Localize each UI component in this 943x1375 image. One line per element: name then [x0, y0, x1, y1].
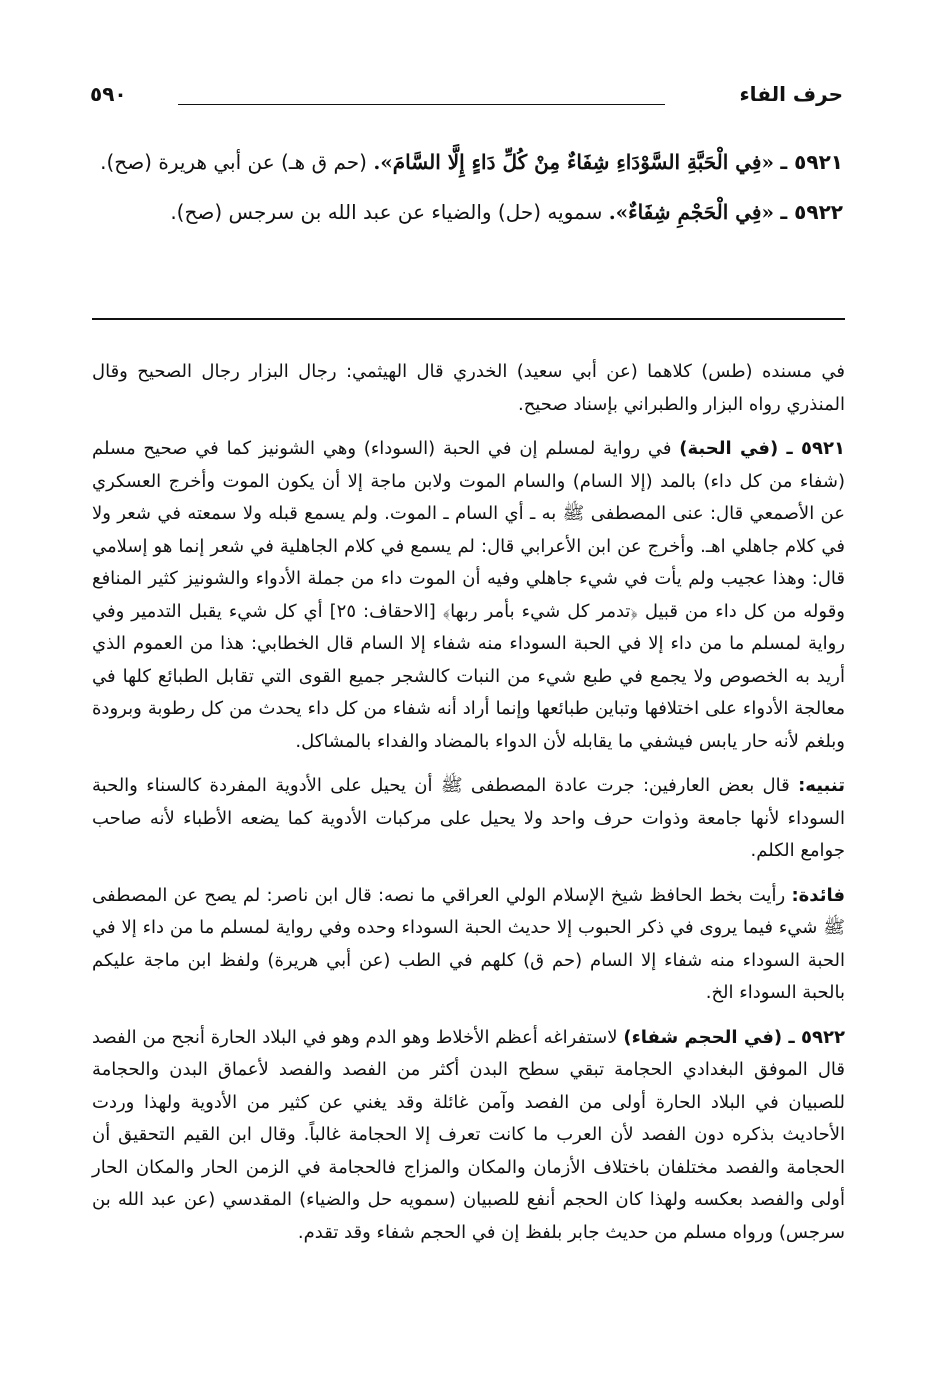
paragraph-text: قال بعض العارفين: جرت عادة المصطفى ﷺ أن يحيل على الأدوية المفردة كالسناء والحبة السوداء لأنها جامعة وذوات حرف واحد ولا يحيل على مركبات الأدوية كما يضعه الأطباء لأنه صاحب جوامع الكلم. [92, 775, 845, 861]
paragraph-lead: ٥٩٢٢ ـ (في الحجم شفاء) [623, 1026, 845, 1048]
commentary-paragraph [92, 1022, 845, 1250]
hadith-text: «فِي الْحَبَّةِ السَّوْدَاءِ شِفَاءٌ مِنْ كُلِّ دَاءٍ إِلَّا السَّامَ». [373, 150, 774, 174]
header-rule [178, 104, 665, 105]
page-number: ٥٩٠ [90, 82, 127, 106]
hadith-source: (حم ق هـ) عن أبي هريرة (صح). [100, 150, 367, 174]
hadith-number: ٥٩٢١ ـ [780, 150, 843, 174]
running-header [90, 82, 843, 116]
chapter-title: حرف الفاء [739, 82, 843, 106]
hadith-entry-5922 [88, 192, 843, 232]
paragraph-lead: ٥٩٢١ ـ (في الحبة) [679, 438, 845, 459]
commentary-paragraph [92, 880, 845, 1010]
hadith-number: ٥٩٢٢ ـ [780, 200, 843, 224]
paragraph-text: في رواية لمسلم إن في الحبة (السوداء) وهي الشونيز كما في صحيح مسلم (شفاء من كل داء) بالمد (إلا السام) والسام الموت ولابن ماجة إلا أن يكون الموت وأخرج العسكري عن الأصمعي قال: عنى المصطفى ﷺ به ـ أي السام ـ الموت. ولم يسمع قبله ولا سمعته في شعر ولا في كلام جاهلي اهـ. وأخرج عن ابن الأعرابي قال: لم يسمع في كلام الجاهلية في شعر إنما هو إسلامي قال: وهذا عجيب ولم يأت في شيء جاهلي وفيه أن الموت داء من جملة الأدواء والشونيز كثير المنافع وقوله من كل داء من قبيل ﴿تدمر كل شيء بأمر ربها﴾ [الاحقاف: ٢٥] أي كل شيء يقبل التدمير وفي رواية لمسلم ما من داء إلا في الحبة السوداء منه شفاء إلا السام قال الخطابي: هذا من العموم الذي أريد به الخصوص ولا يجمع في طبع شيء من النبات كالشجر جميع القوى التي تقابل الطبائع كلها في معالجة الأدواء على اختلافها وتباين طبائعها وإنما أراد أنه شفاء من كل داء يحدث من كل رطوبة وبرودة وبلغم لأنه حار يابس فيشفي ما يقابله لأن الدواء بالمضاد والفداء بالمشاكل. [92, 438, 845, 752]
paragraph-lead: تنبيه: [798, 775, 845, 796]
commentary-paragraph [92, 433, 845, 758]
hadith-text: «فِي الْحَجْمِ شِفَاءٌ». [608, 200, 774, 224]
section-divider [92, 318, 845, 320]
hadith-entry-5921 [88, 142, 843, 182]
commentary-paragraph [92, 770, 845, 868]
commentary-section [92, 356, 845, 1261]
paragraph-text: رأيت بخط الحافظ شيخ الإسلام الولي العراقي ما نصه: قال ابن ناصر: لم يصح عن المصطفى ﷺ شيء فيما يروى في ذكر الحبوب إلا حديث الحبة السوداء وحده وفي رواية لمسلم ما من داء إلا في الحبة السوداء منه شفاء إلا السام (حم ق) كلهم في الطب (عن أبي هريرة) ولفظ ابن ماجة عليكم بالحبة السوداء الخ. [92, 884, 845, 1003]
paragraph-text: لاستفراغه أعظم الأخلاط وهو الدم وهو في البلاد الحارة أنجح من الفصد قال الموفق البغدادي الحجامة تبقي سطح البدن أكثر من الفصد والفصد لأعماق البدن والحجامة للصبيان في البلاد الحارة أولى من الفصد وآمن غائلة وقد يغني عن كثير من الأدوية ولهذا وردت الأحاديث بذكره دون الفصد لأن العرب ما كانت تعرف إلا الحجامة غالباً. وقال ابن القيم التحقيق أن الحجامة والفصد مختلفان باختلاف الأزمان والمكان والمزاج فالحجامة في الزمن الحار والمكان الحار أولى والفصد بعكسه ولهذا كان الحجم أنفع للصبيان (سمويه حل والضياء) المقدسي (عن عبد الله بن سرجس) ورواه مسلم من حديث جابر بلفظ إن في الحجم شفاء وقد تقدم. [92, 1026, 845, 1243]
commentary-paragraph: في مسنده (طس) كلاهما (عن أبي سعيد) الخدري قال الهيثمي: رجال البزار رجال الصحيح وقال المنذري رواه البزار والطبراني بإسناد صحيح. [92, 361, 845, 415]
hadith-source: سمويه (حل) والضياء عن عبد الله بن سرجس (صح). [170, 200, 603, 224]
paragraph-lead: فائدة: [791, 884, 845, 906]
hadith-entries [88, 142, 843, 242]
